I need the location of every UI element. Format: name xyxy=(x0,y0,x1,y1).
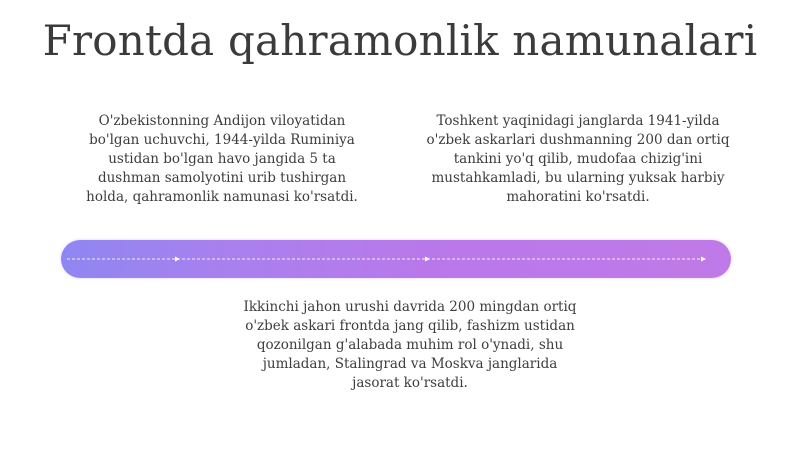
text-block-andijon: O'zbekistonning Andijon viloyatidan bo'lgan uchuvchi, 1944-yilda Ruminiya ustidan bo'lgan havo jangida 5 ta dushman samolyotini urib tushirgan holda, qahramonlik namunasi ko'rsatdi. xyxy=(86,113,358,205)
arrow-right-icon xyxy=(701,257,706,262)
timeline-arrow-line xyxy=(61,240,731,278)
timeline-bar xyxy=(61,240,731,278)
arrow-right-icon xyxy=(175,257,180,262)
arrow-right-icon xyxy=(425,257,430,262)
text-block-jahon: Ikkinchi jahon urushi davrida 200 mingdan ortiq o'zbek askari frontda jang qilib, fashizm ustidan qozonilgan g'alabada muhim rol o'ynadi, shu jumladan, Stalingrad va Moskva janglarida jasorat ko'rsatdi. xyxy=(243,299,577,391)
slide-title: Frontda qahramonlik namunalari xyxy=(42,16,758,65)
text-block-toshkent: Toshkent yaqinidagi janglarda 1941-yilda o'zbek askarlari dushmanning 200 dan ortiq tankini yo'q qilib, mudofaa chizig'ini mustahkamladi, bu ularning yuksak harbiy mahoratini ko'rsatdi. xyxy=(426,113,730,205)
